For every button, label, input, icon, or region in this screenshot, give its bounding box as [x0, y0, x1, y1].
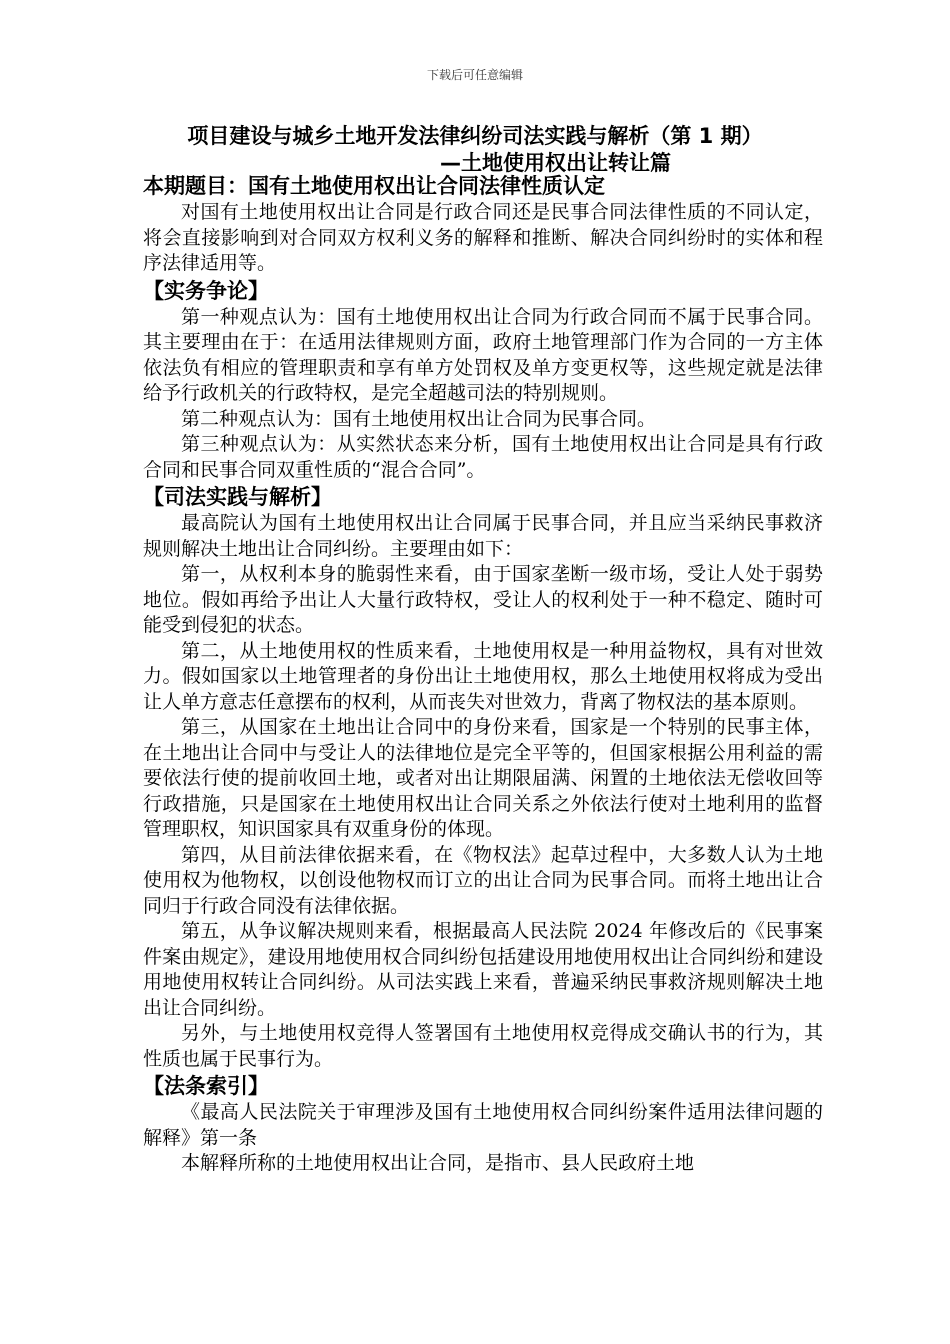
- section-heading-statutes: 【法条索引】: [143, 1074, 269, 1098]
- document-title: 项目建设与城乡土地开发法律纠纷司法实践与解析（第 1 期）: [187, 124, 763, 148]
- paragraph: 《最高人民法院关于审理涉及国有土地使用权合同纠纷案件适用法律问题的解释》第一条: [143, 1101, 823, 1149]
- intro-paragraph: 对国有土地使用权出让合同是行政合同还是民事合同法律性质的不同认定，将会直接影响到对合同双方权利义务的解释和推断、解决合同纠纷时的实体和程序法律适用等。: [143, 201, 823, 274]
- document-subtitle: —土地使用权出让转让篇: [440, 151, 671, 175]
- topic-heading: 本期题目：国有土地使用权出让合同法律性质认定: [143, 174, 605, 198]
- paragraph: 第一种观点认为：国有土地使用权出让合同为行政合同而不属于民事合同。其主要理由在于：在适用法律规则方面，政府土地管理部门作为合同的一方主体依法负有相应的管理职责和享有单方处罚权及单方变更权等，这些规定就是法律给予行政机关的行政特权，是完全超越司法的特别规则。: [143, 305, 823, 404]
- paragraph: 本解释所称的土地使用权出让合同，是指市、县人民政府土地: [181, 1152, 695, 1174]
- paragraph: 第三种观点认为：从实然状态来分析，国有土地使用权出让合同是具有行政合同和民事合同双重性质的“混合合同”。: [143, 433, 823, 481]
- header-note: 下载后可任意编辑: [426, 68, 523, 82]
- paragraph: 第四，从目前法律依据来看，在《物权法》起草过程中，大多数人认为土地使用权为他物权，以创设他物权而订立的出让合同为民事合同。而将土地出让合同归于行政合同没有法律依据。: [143, 843, 823, 917]
- paragraph: 第三，从国家在土地出让合同中的身份来看，国家是一个特别的民事主体，在土地出让合同中与受让人的法律地位是完全平等的，但国家根据公用利益的需要依法行使的提前收回土地，或者对出让期限届满、闲置的土地依法无偿收回等行政措施，只是国家在土地使用权出让合同关系之外依法行使对土地利用的监督管理职权，知识国家具有双重身份的体现。: [143, 716, 823, 840]
- paragraph: 最高院认为国有土地使用权出让合同属于民事合同，并且应当采纳民事救济规则解决土地出让合同纠纷。主要理由如下：: [143, 512, 823, 560]
- paragraph: 第二，从土地使用权的性质来看，土地使用权是一种用益物权，具有对世效力。假如国家以土地管理者的身份出让土地使用权，那么土地使用权将成为受出让人单方意志任意摆布的权利，从而丧失对世效力，背离了物权法的基本原则。: [143, 639, 823, 713]
- paragraph: 第二种观点认为：国有土地使用权出让合同为民事合同。: [181, 407, 657, 430]
- section-heading-practice: 【司法实践与解析】: [143, 485, 332, 509]
- paragraph: 第五，从争议解决规则来看，根据最高人民法院 2024 年修改后的《民事案件案由规定》，建设用地使用权合同纠纷包括建设用地使用权出让合同纠纷和建设用地使用权转让合同纠纷。从司法实践上来看，普遍采纳民事救济规则解决土地出让合同纠纷。: [143, 920, 823, 1019]
- section-heading-dispute: 【实务争论】: [143, 278, 269, 303]
- document-body: [143, 172, 823, 1177]
- paragraph: 第一，从权利本身的脆弱性来看，由于国家垄断一级市场，受让人处于弱势地位。假如再给予出让人大量行政特权，受让人的权利处于一种不稳定、随时可能受到侵犯的状态。: [143, 563, 823, 636]
- paragraph: 另外，与土地使用权竞得人签署国有土地使用权竞得成交确认书的行为，其性质也属于民事行为。: [143, 1022, 823, 1070]
